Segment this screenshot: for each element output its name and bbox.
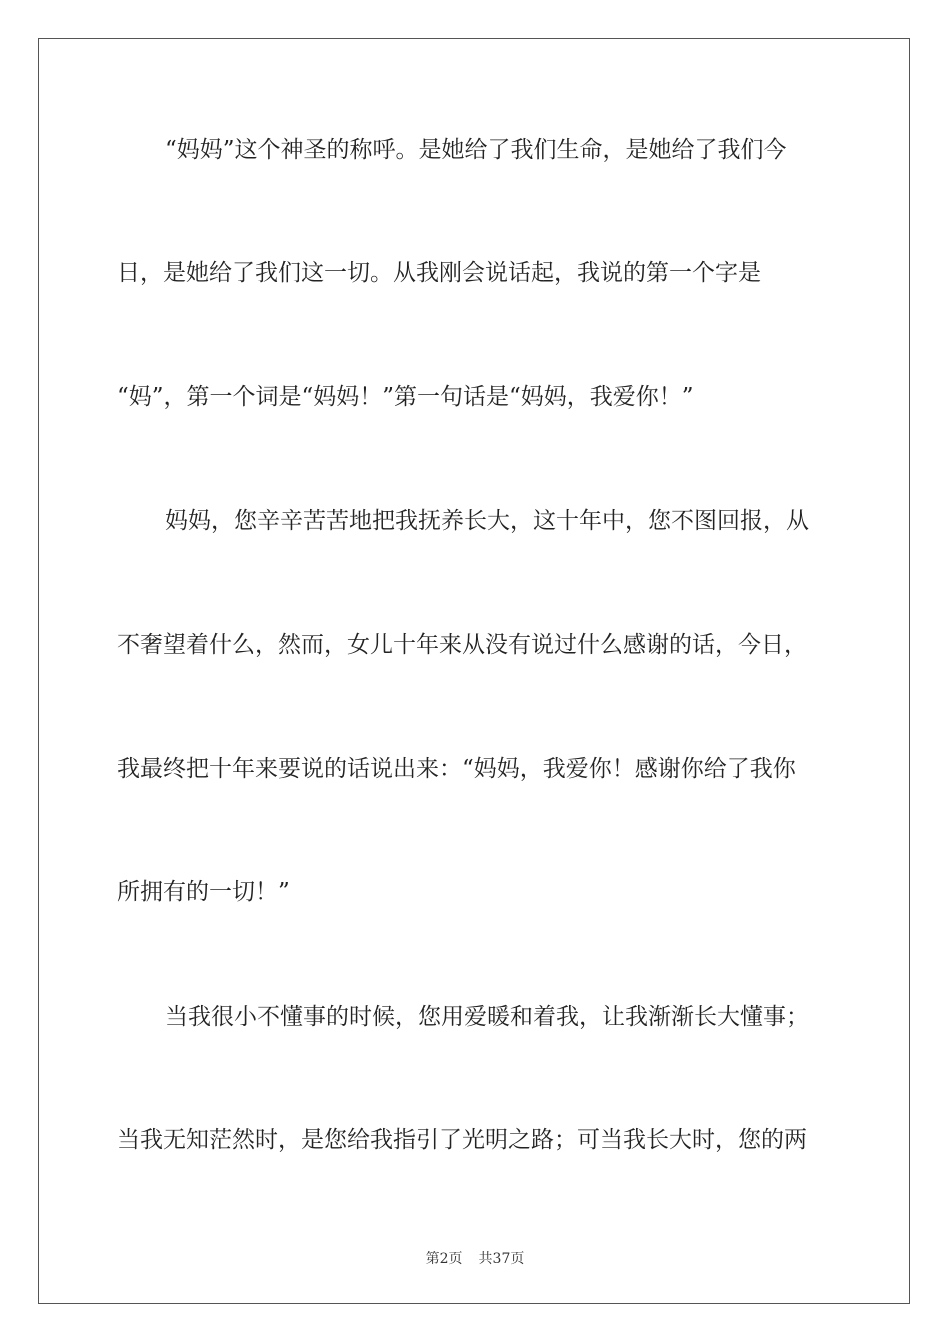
text-line: “妈”，第一个词是“妈妈！”第一句话是“妈妈，我爱你！” — [117, 384, 694, 410]
text-line: “妈妈”这个神圣的称呼。是她给了我们生命，是她给了我们今 — [165, 137, 787, 163]
page-border — [38, 38, 910, 1304]
page-number: 第2页 — [425, 1251, 463, 1267]
text-line: 当我很小不懂事的时候，您用爱暖和着我，让我渐渐长大懂事； — [165, 1004, 809, 1030]
text-line: 妈妈，您辛辛苦苦地把我抚养长大，这十年中，您不图回报，从 — [165, 508, 809, 534]
text-line: 我最终把十年来要说的话说出来：“妈妈，我爱你！感谢你给了我你 — [117, 756, 796, 782]
page-total: 共37页 — [478, 1251, 525, 1267]
text-line: 不奢望着什么，然而，女儿十年来从没有说过什么感谢的话，今日， — [117, 632, 807, 658]
text-line: 所拥有的一切！” — [117, 879, 290, 905]
text-line: 当我无知茫然时，是您给我指引了光明之路；可当我长大时，您的两 — [117, 1127, 807, 1153]
text-line: 日，是她给了我们这一切。从我刚会说话起，我说的第一个字是 — [117, 260, 761, 286]
page-footer — [0, 1248, 950, 1268]
